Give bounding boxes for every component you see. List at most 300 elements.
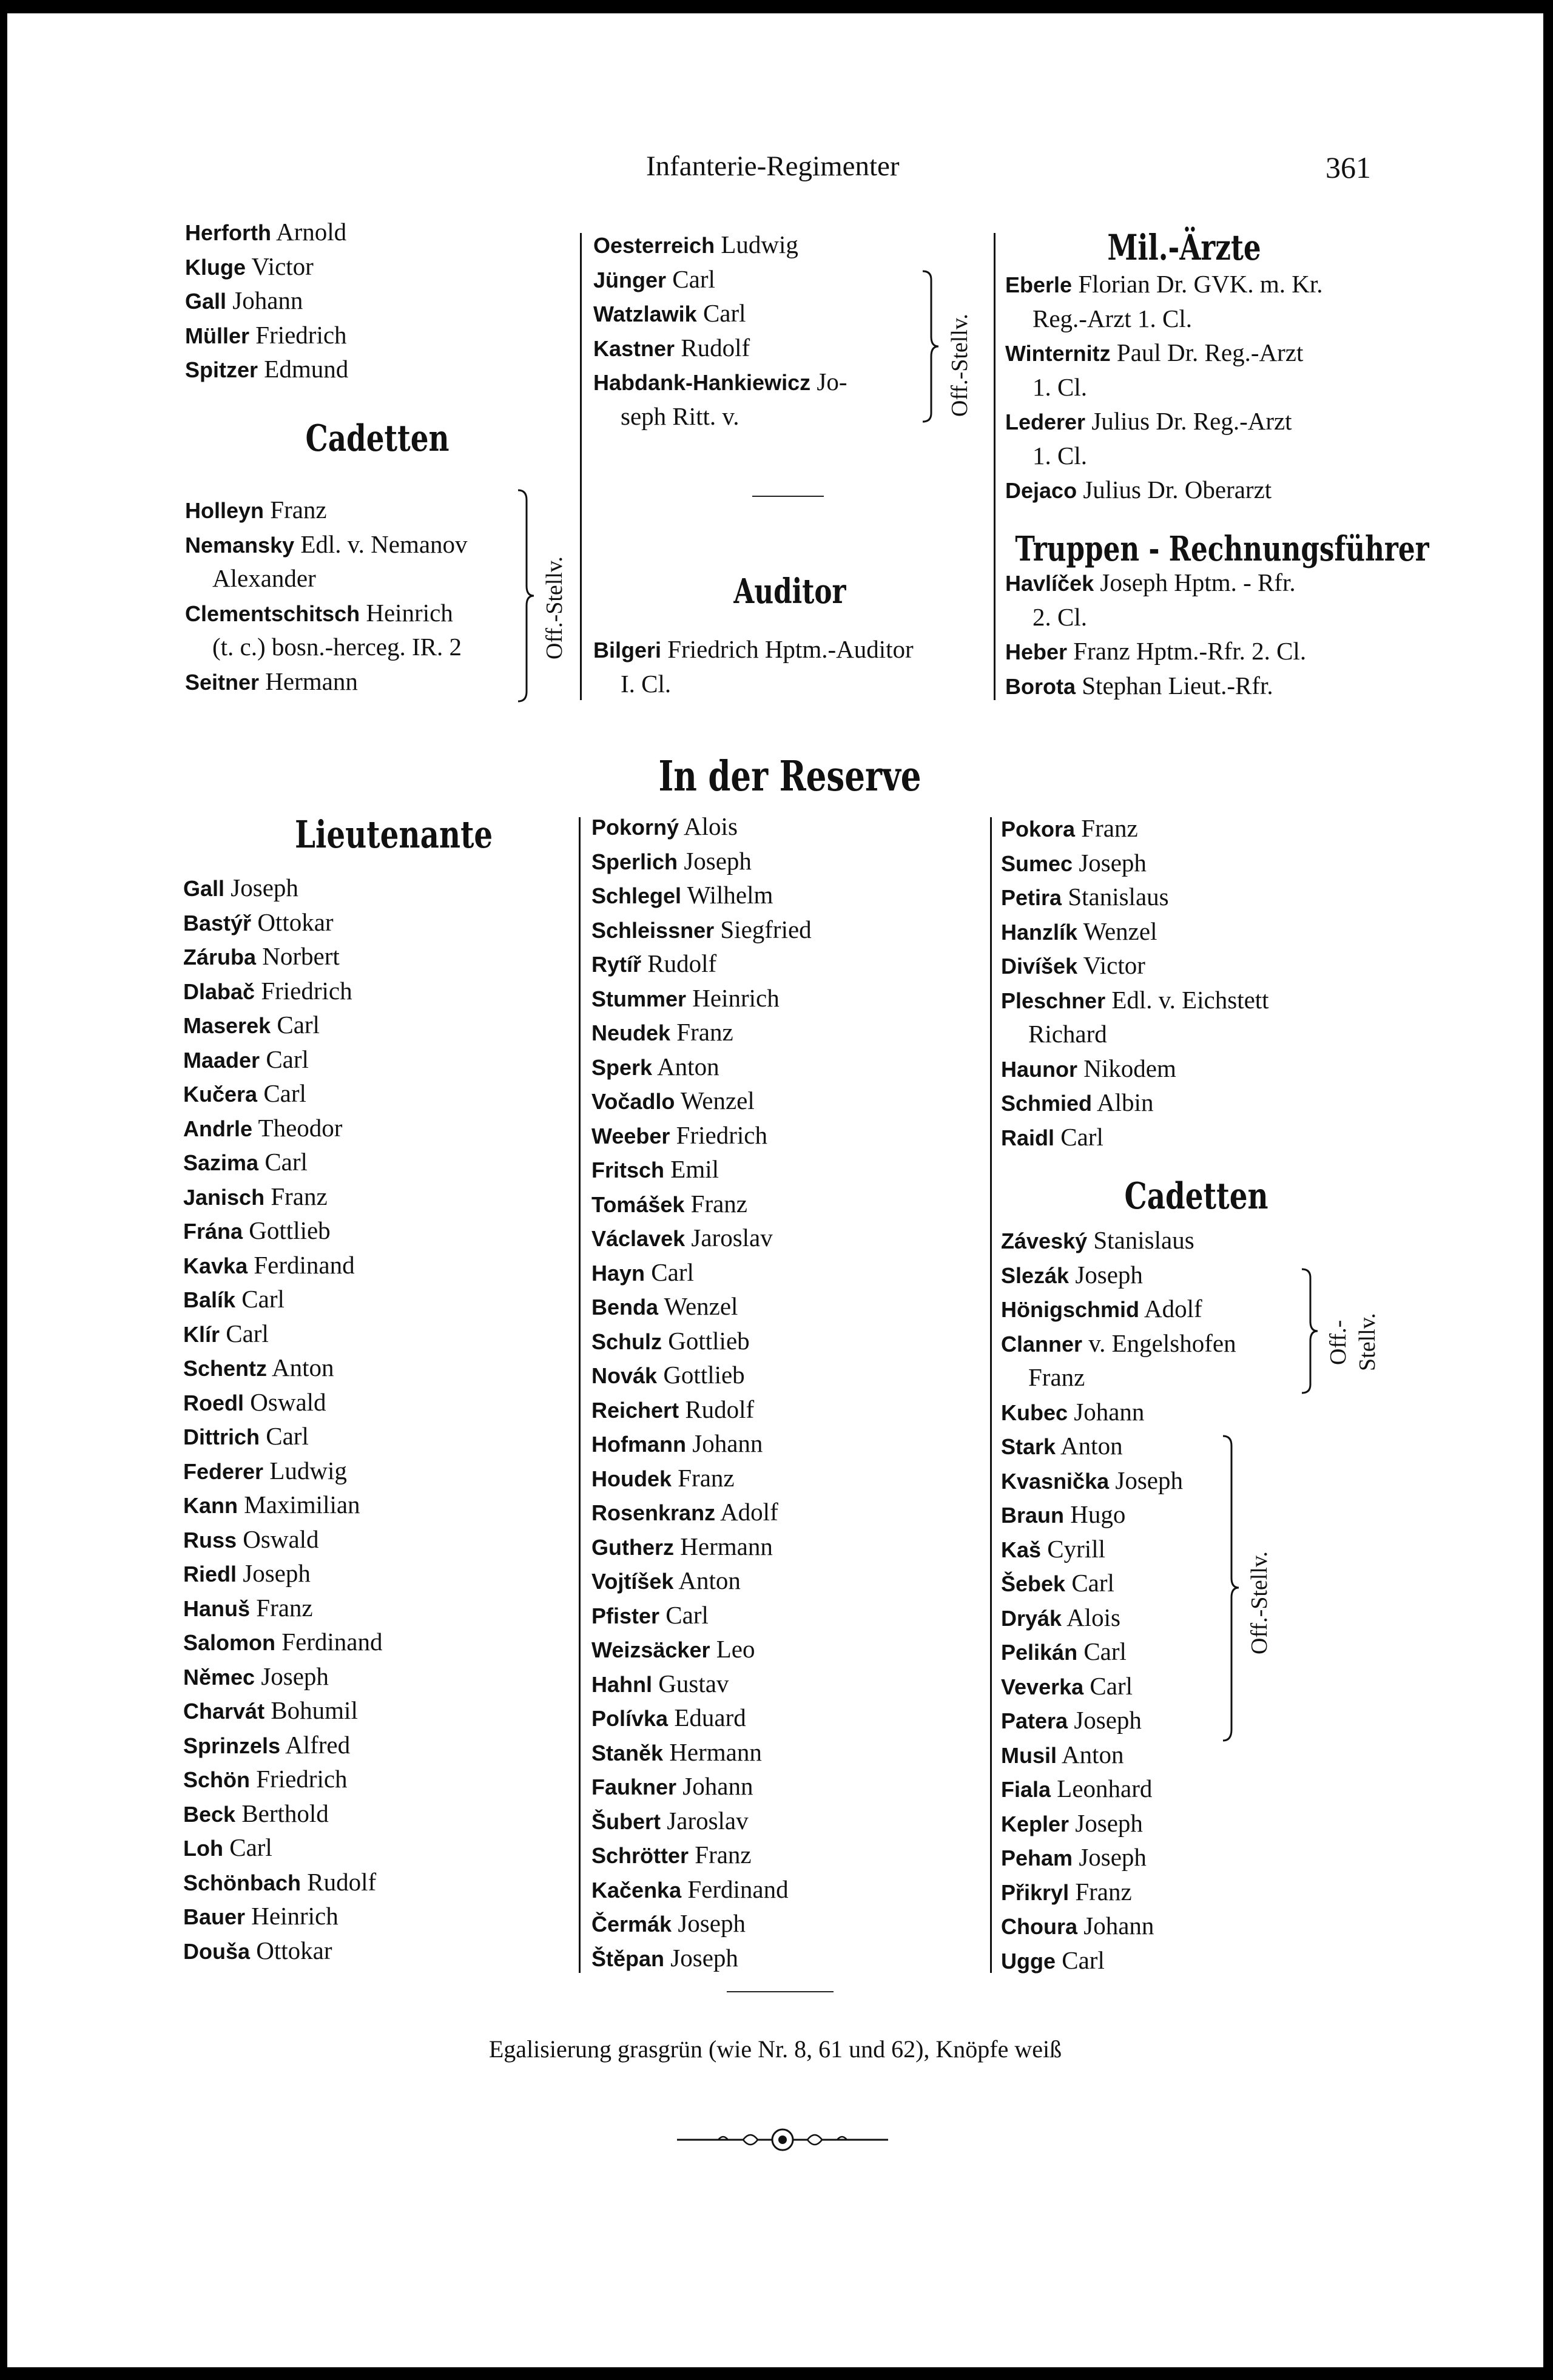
entry-surname: Bastýř <box>183 910 252 935</box>
entry-surname: Schönbach <box>183 1870 302 1895</box>
name-entry <box>1005 669 1306 703</box>
entry-details: 2. Cl. <box>1033 602 1087 631</box>
entry-details: Franz <box>695 1841 752 1869</box>
name-entry <box>183 1728 383 1762</box>
entry-details: Johann <box>692 1429 763 1457</box>
entry-surname: Schmied <box>1001 1091 1093 1116</box>
entry-surname: Schleissner <box>591 917 715 943</box>
lieutenante-heading: Lieutenante <box>295 812 493 857</box>
reserve-col2-list <box>591 809 812 1975</box>
cadetten-bracket-label-small-2: Stellv. <box>1355 1313 1380 1371</box>
entry-surname: Riedl <box>183 1562 237 1586</box>
entry-surname: Kubec <box>1001 1400 1068 1425</box>
name-entry <box>183 1419 383 1454</box>
entry-details: Oswald <box>250 1387 326 1416</box>
entry-details: Wenzel <box>1083 917 1157 945</box>
entry-details: Joseph <box>243 1559 311 1587</box>
name-entry <box>591 1289 812 1324</box>
entry-details: Gottlieb <box>668 1326 750 1355</box>
name-entry <box>183 939 383 974</box>
entry-details: Franz <box>678 1463 735 1492</box>
entry-details: Hermann <box>680 1532 773 1560</box>
entry-surname: Clanner <box>1001 1331 1083 1357</box>
entry-details: Gottlieb <box>663 1361 745 1389</box>
name-entry <box>183 1865 383 1900</box>
name-entry <box>591 1050 812 1084</box>
name-entry <box>1001 1566 1236 1600</box>
name-entry <box>185 493 468 527</box>
entry-details: Ludwig <box>721 231 798 258</box>
name-entry <box>1005 335 1322 370</box>
entry-details: Anton <box>657 1052 719 1080</box>
cadetten-bracket-small <box>1299 1268 1320 1394</box>
entry-details: v. Engelshofen <box>1088 1329 1236 1357</box>
entry-surname: Dryák <box>1001 1605 1062 1631</box>
name-entry <box>591 1563 812 1598</box>
entry-surname: Weeber <box>591 1123 670 1148</box>
entry-surname: Fritsch <box>591 1158 665 1182</box>
name-entry <box>591 844 812 878</box>
entry-surname: Dlabač <box>183 979 255 1004</box>
name-entry <box>591 1769 812 1804</box>
name-entry <box>591 1667 812 1701</box>
entry-surname: Slezák <box>1001 1262 1070 1288</box>
entry-details: Emil <box>670 1155 719 1183</box>
entry-details: Friedrich Hptm.-Auditor <box>667 635 914 663</box>
entry-surname: Kann <box>183 1493 238 1518</box>
entry-details: Carl <box>264 1148 308 1176</box>
entry-surname: Houdek <box>591 1466 672 1491</box>
entry-details: Franz <box>271 1182 328 1210</box>
entry-details: Leonhard <box>1057 1775 1153 1802</box>
entry-surname: Benda <box>591 1295 659 1320</box>
name-entry <box>183 1625 383 1659</box>
name-entry <box>183 1213 383 1248</box>
entry-surname: Clementschitsch <box>185 601 360 626</box>
name-entry <box>1005 565 1306 600</box>
entry-surname: Kastner <box>593 335 675 361</box>
entry-surname: Spitzer <box>185 357 258 382</box>
entry-surname: Neudek <box>591 1020 671 1045</box>
name-entry <box>185 318 348 352</box>
entry-details: Anton <box>272 1353 334 1381</box>
entry-surname: Balík <box>183 1287 236 1312</box>
entry-details: Carl <box>266 1045 309 1073</box>
entry-details: Johann <box>1074 1397 1145 1426</box>
entry-details: Norbert <box>262 942 340 970</box>
entry-surname: Schentz <box>183 1356 268 1381</box>
name-entry <box>593 262 847 297</box>
entry-details: Franz <box>1028 1363 1085 1391</box>
name-entry <box>591 946 812 981</box>
entry-surname: Faukner <box>591 1775 677 1799</box>
entry-details: Hermann <box>669 1738 762 1766</box>
entry-details: Victor <box>251 252 314 280</box>
name-entry <box>591 1735 812 1770</box>
name-entry-continuation <box>185 630 468 664</box>
name-entry <box>1005 634 1306 669</box>
entry-details: Carl <box>263 1079 306 1107</box>
col2-divider <box>752 496 824 497</box>
entry-details: Friedrich <box>255 320 347 349</box>
entry-surname: Schön <box>183 1767 251 1792</box>
entry-surname: Fiala <box>1001 1777 1051 1802</box>
entry-details: Julius Dr. Oberarzt <box>1083 476 1272 504</box>
name-entry <box>591 1015 812 1050</box>
entry-details: Joseph Hptm. - Rfr. <box>1100 568 1296 596</box>
entry-surname: Šubert <box>591 1809 661 1834</box>
column-rule-reserve-1 <box>579 817 581 1973</box>
name-entry-continuation <box>593 667 914 701</box>
entry-surname: Pokorný <box>591 815 679 840</box>
entry-details: Joseph <box>1115 1466 1183 1494</box>
entry-surname: Hofmann <box>591 1432 686 1457</box>
entry-surname: Douša <box>183 1938 251 1964</box>
entry-surname: Schulz <box>591 1329 662 1354</box>
entry-surname: Schlegel <box>591 883 682 908</box>
entry-surname: Kačenka <box>591 1877 682 1903</box>
entry-surname: Salomon <box>183 1630 276 1655</box>
name-entry <box>1001 1326 1236 1361</box>
entry-details: Edl. v. Nemanov <box>300 530 468 558</box>
name-entry <box>591 1495 812 1529</box>
name-entry <box>185 527 468 562</box>
entry-details: Joseph <box>231 874 298 902</box>
name-entry <box>591 1324 812 1358</box>
entry-details: Heinrich <box>366 598 453 627</box>
name-entry <box>591 1632 812 1667</box>
column-rule-top-2 <box>994 233 995 700</box>
name-entry <box>1005 473 1322 507</box>
page-number: 361 <box>1326 150 1371 184</box>
entry-details: Carl <box>1083 1637 1127 1665</box>
entry-details: Ottokar <box>256 1936 332 1964</box>
entry-surname: Lederer <box>1005 410 1086 434</box>
entry-details: Wenzel <box>664 1292 738 1320</box>
entry-details: Jo- <box>817 368 847 396</box>
name-entry <box>183 1111 383 1145</box>
entry-surname: Rytíř <box>591 952 642 977</box>
entry-surname: Klír <box>183 1321 220 1347</box>
name-entry <box>183 1145 383 1179</box>
entry-details: Carl <box>665 1600 709 1629</box>
entry-details: Carl <box>229 1833 272 1861</box>
top-col2-list <box>593 228 847 433</box>
name-entry <box>183 1454 383 1488</box>
entry-details: Rudolf <box>685 1395 755 1423</box>
name-entry-continuation <box>1001 1360 1236 1395</box>
entry-surname: Rosenkranz <box>591 1500 716 1525</box>
name-entry <box>183 974 383 1008</box>
name-entry <box>185 215 348 249</box>
entry-surname: Kučera <box>183 1082 258 1107</box>
entry-surname: Charvát <box>183 1699 265 1724</box>
entry-details: Friedrich <box>256 1765 348 1793</box>
top-col1-list <box>185 215 348 386</box>
reserve-cadetten-list <box>1001 1223 1236 1977</box>
entry-surname: Janisch <box>183 1184 265 1210</box>
entry-surname: Polívka <box>591 1706 669 1731</box>
name-entry <box>1001 1943 1236 1978</box>
column-rule-reserve-2 <box>990 817 992 1973</box>
name-entry <box>591 1941 812 1975</box>
name-entry <box>591 1358 812 1392</box>
aerzte-list <box>1005 267 1322 507</box>
entry-details: Rudolf <box>647 949 717 977</box>
name-entry <box>183 1830 383 1865</box>
entry-surname: Andrle <box>183 1116 253 1141</box>
name-entry <box>1001 1051 1269 1086</box>
entry-details: (t. c.) bosn.-herceg. IR. 2 <box>212 633 462 661</box>
entry-details: Eduard <box>674 1704 746 1731</box>
auditor-list <box>593 632 914 701</box>
entry-details: 1. Cl. <box>1033 441 1087 470</box>
entry-surname: Pokora <box>1001 817 1076 841</box>
entry-surname: Přikryl <box>1001 1879 1070 1905</box>
entry-surname: Hahnl <box>591 1671 653 1697</box>
entry-surname: Sumec <box>1001 851 1073 876</box>
aerzte-heading: Mil.-Ärzte <box>1107 227 1261 268</box>
entry-details: Carl <box>651 1258 694 1286</box>
entry-details: Franz Hptm.-Rfr. 2. Cl. <box>1073 637 1307 665</box>
entry-surname: Eberle <box>1005 272 1073 297</box>
name-entry <box>183 1659 383 1694</box>
entry-details: Victor <box>1083 951 1145 979</box>
entry-surname: Heber <box>1005 639 1068 664</box>
entry-details: Franz <box>270 496 327 524</box>
entry-surname: Frána <box>183 1219 243 1244</box>
footer-egalisierung: Egalisierung grasgrün (wie Nr. 8, 61 und 62), Knöpfe weiß <box>488 2035 1062 2063</box>
entry-surname: Pelikán <box>1001 1640 1078 1665</box>
name-entry <box>591 1255 812 1290</box>
name-entry <box>1001 948 1269 983</box>
entry-details: Gottlieb <box>249 1216 331 1244</box>
entry-details: Richard <box>1028 1020 1107 1048</box>
entry-details: Ferdinand <box>687 1875 789 1903</box>
entry-surname: Štěpan <box>591 1946 665 1971</box>
entry-details: Alois <box>1066 1603 1120 1631</box>
name-entry <box>591 912 812 947</box>
entry-details: Adolf <box>1144 1295 1202 1323</box>
entry-surname: Oesterreich <box>593 233 715 258</box>
entry-details: Adolf <box>720 1498 778 1526</box>
entry-surname: Kluge <box>185 254 246 280</box>
name-entry <box>1001 1806 1236 1841</box>
name-entry <box>1001 1085 1269 1120</box>
name-entry <box>1005 267 1322 302</box>
entry-surname: Loh <box>183 1836 223 1861</box>
entry-details: Leo <box>716 1635 755 1663</box>
entry-details: Anton <box>678 1566 741 1594</box>
name-entry <box>183 1350 383 1385</box>
cadetten-bracket-label-large: Off.-Stellv. <box>1247 1551 1272 1654</box>
entry-details: Carl <box>1060 1122 1103 1151</box>
entry-details: I. Cl. <box>621 669 672 698</box>
entry-details: Franz <box>1075 1877 1132 1906</box>
entry-surname: Borota <box>1005 673 1076 699</box>
name-entry <box>183 1042 383 1077</box>
entry-details: Ferdinand <box>281 1628 383 1656</box>
entry-surname: Tomášek <box>591 1192 685 1217</box>
name-entry <box>591 878 812 912</box>
cadetten-heading-reserve: Cadetten <box>1124 1175 1268 1218</box>
entry-details: Franz <box>256 1593 313 1622</box>
entry-surname: Novák <box>591 1363 658 1388</box>
name-entry <box>185 352 348 386</box>
entry-details: Carl <box>277 1011 320 1039</box>
entry-surname: Watzlawik <box>593 302 697 326</box>
name-entry <box>1001 1532 1236 1566</box>
entry-details: Gustav <box>658 1669 729 1697</box>
name-entry <box>183 1385 383 1420</box>
entry-details: Edmund <box>264 355 349 383</box>
entry-surname: Hayn <box>591 1260 645 1286</box>
entry-surname: Müller <box>185 323 250 348</box>
entry-surname: Ugge <box>1001 1948 1056 1974</box>
entry-details: Jaroslav <box>667 1806 749 1835</box>
entry-details: Rudolf <box>307 1867 377 1896</box>
name-entry <box>1001 1429 1236 1463</box>
entry-surname: Schrötter <box>591 1843 689 1868</box>
entry-surname: Sazima <box>183 1150 259 1175</box>
entry-surname: Hanzlík <box>1001 919 1078 945</box>
name-entry <box>183 1522 383 1557</box>
rechnungsfuehrer-list <box>1005 565 1306 703</box>
name-entry <box>185 596 468 630</box>
entry-surname: Maader <box>183 1047 260 1073</box>
name-entry <box>1001 1909 1236 1943</box>
entry-surname: Hönigschmid <box>1001 1297 1140 1322</box>
entry-details: Franz <box>1081 814 1138 842</box>
entry-surname: Gall <box>183 876 225 901</box>
reserve-col1-list <box>183 871 383 1967</box>
name-entry <box>185 664 468 699</box>
entry-surname: Čermák <box>591 1912 672 1937</box>
rechnungsfuehrer-heading: Truppen - Rechnungsführer <box>1015 529 1429 569</box>
name-entry-continuation <box>185 561 468 596</box>
entry-details: Joseph <box>684 846 752 875</box>
name-entry <box>1001 811 1269 846</box>
entry-surname: Sperlich <box>591 849 678 874</box>
name-entry <box>183 1488 383 1522</box>
entry-surname: Dittrich <box>183 1424 260 1449</box>
name-entry <box>1001 1463 1236 1498</box>
name-entry <box>183 871 383 905</box>
entry-surname: Maserek <box>183 1013 271 1038</box>
name-entry <box>1001 846 1269 880</box>
name-entry <box>183 1556 383 1591</box>
name-entry <box>1001 880 1269 914</box>
entry-details: Theodor <box>258 1113 343 1142</box>
entry-details: Franz <box>690 1189 748 1218</box>
name-entry <box>1001 1669 1236 1704</box>
entry-details: Carl <box>702 299 746 327</box>
entry-details: Joseph <box>1075 1809 1143 1837</box>
entry-surname: Kaš <box>1001 1537 1042 1562</box>
entry-details: Nikodem <box>1083 1054 1176 1082</box>
name-entry-continuation <box>593 399 847 434</box>
entry-details: Reg.-Arzt 1. Cl. <box>1033 304 1193 332</box>
name-entry <box>591 1701 812 1735</box>
entry-details: Hermann <box>265 667 358 695</box>
entry-details: Albin <box>1097 1088 1154 1116</box>
entry-surname: Němec <box>183 1664 255 1690</box>
name-entry-continuation <box>1005 302 1322 336</box>
name-entry <box>591 1426 812 1461</box>
name-entry <box>1001 983 1269 1017</box>
entry-surname: Winternitz <box>1005 341 1111 366</box>
entry-surname: Veverka <box>1001 1674 1084 1699</box>
entry-details: Heinrich <box>251 1902 339 1930</box>
entry-surname: Reichert <box>591 1397 679 1423</box>
name-entry <box>1001 1292 1236 1326</box>
name-entry <box>1001 1703 1236 1738</box>
name-entry <box>591 1838 812 1872</box>
name-entry <box>591 1906 812 1941</box>
name-entry <box>1001 914 1269 949</box>
cadetten-bracket-label-small-1: Off.- <box>1326 1320 1351 1365</box>
name-entry-continuation <box>1005 439 1322 473</box>
entry-details: Johann <box>1083 1912 1154 1940</box>
entry-details: Cyrill <box>1047 1534 1105 1563</box>
name-entry-continuation <box>1005 600 1306 635</box>
name-entry <box>593 228 847 262</box>
entry-details: Alexander <box>212 564 316 592</box>
entry-details: Joseph <box>1079 848 1147 877</box>
entry-surname: Dejaco <box>1005 478 1077 503</box>
entry-surname: Patera <box>1001 1708 1068 1733</box>
entry-details: Carl <box>241 1285 285 1313</box>
entry-details: Stephan Lieut.-Rfr. <box>1082 671 1273 700</box>
name-entry <box>591 1598 812 1633</box>
name-entry <box>591 981 812 1016</box>
entry-surname: Šebek <box>1001 1571 1066 1596</box>
name-entry-continuation <box>1005 370 1322 405</box>
entry-surname: Braun <box>1001 1503 1065 1528</box>
entry-details: Alois <box>684 812 738 840</box>
name-entry <box>591 1221 812 1255</box>
entry-surname: Havlíček <box>1005 571 1094 596</box>
entry-details: Anton <box>1060 1432 1123 1460</box>
entry-details: Carl <box>266 1422 309 1450</box>
name-entry <box>183 1076 383 1111</box>
entry-details: Maximilian <box>244 1491 360 1519</box>
entry-details: Stanislaus <box>1093 1226 1194 1254</box>
name-entry <box>591 1118 812 1153</box>
entry-details: Paul Dr. Reg.-Arzt <box>1116 339 1304 366</box>
cadetten-bracket-label-top: Off.-Stellv. <box>542 556 567 659</box>
entry-details: Joseph <box>678 1909 746 1937</box>
entry-surname: Záveský <box>1001 1229 1088 1253</box>
name-entry <box>593 296 847 331</box>
entry-details: Friedrich <box>676 1121 767 1149</box>
entry-surname: Beck <box>183 1801 236 1827</box>
entry-details: Joseph <box>1079 1843 1147 1871</box>
entry-surname: Kavka <box>183 1253 248 1278</box>
name-entry <box>185 249 348 284</box>
name-entry <box>183 1933 383 1968</box>
name-entry <box>1001 1840 1236 1875</box>
name-entry <box>591 809 812 844</box>
entry-surname: Holleyn <box>185 498 264 523</box>
entry-surname: Herforth <box>185 220 271 245</box>
name-entry <box>593 632 914 667</box>
entry-surname: Kvasnička <box>1001 1468 1110 1494</box>
name-entry <box>591 1084 812 1118</box>
name-entry <box>1001 1738 1236 1772</box>
name-entry <box>183 1796 383 1831</box>
name-entry <box>593 331 847 365</box>
